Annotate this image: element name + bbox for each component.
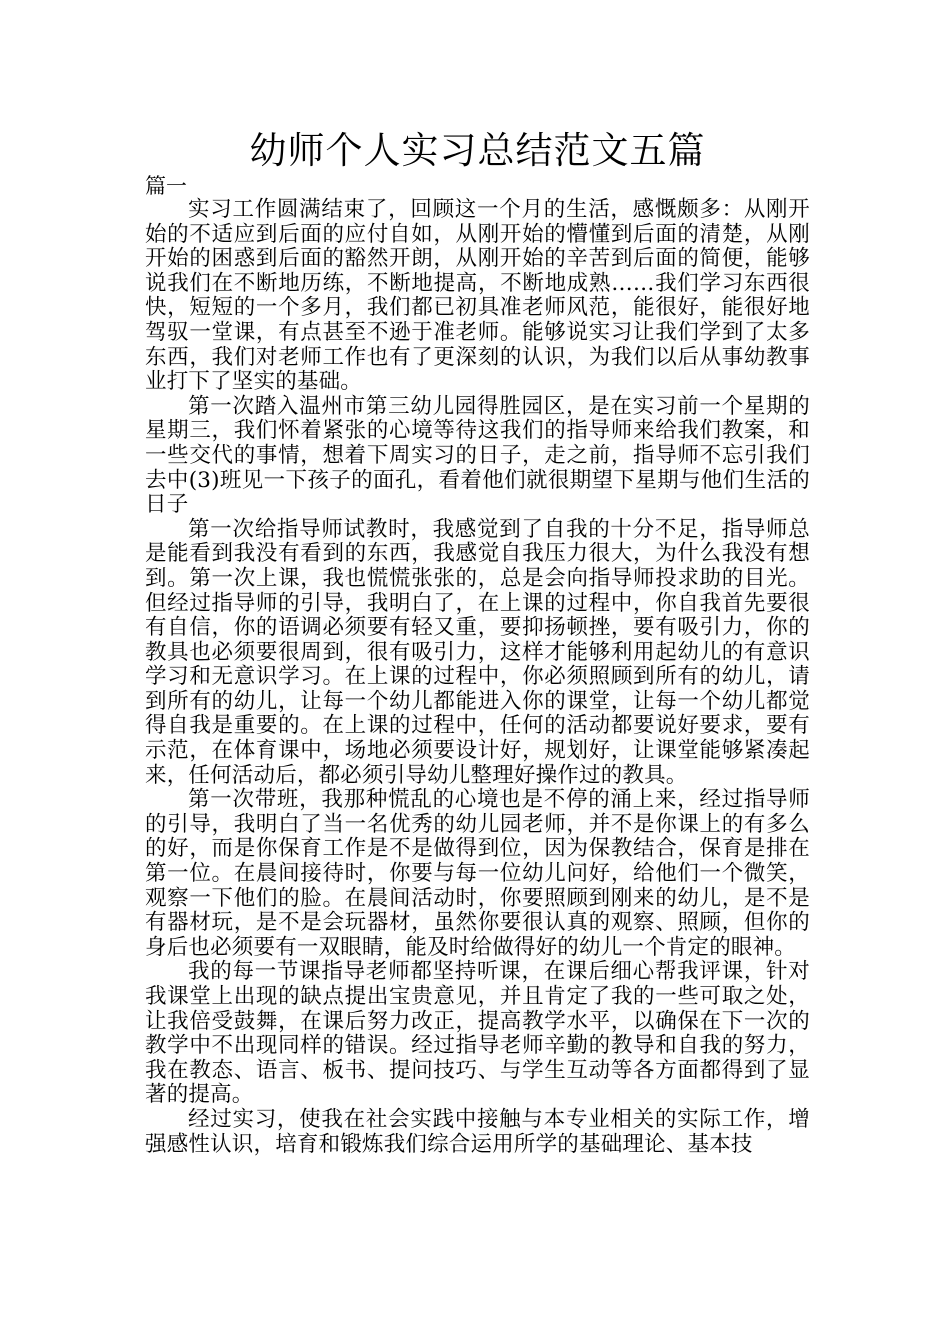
document-title: 幼师个人实习总结范文五篇: [249, 129, 706, 172]
section-label: 篇一: [145, 174, 187, 198]
paragraph-5: 我的每一节课指导老师都坚持听课，在课后细心帮我评课，针对我课堂上出现的缺点提出宝贵意见，并且肯定了我的一些可取之处，让我倍受鼓舞，在课后努力改正，提高教学水平，以确保在下一次的教学中不出现同样的错误。经过指导老师辛勤的教导和自我的努力，我在教态、语言、板书、提问技巧、与学生互动等各方面都得到了显著的提高。: [145, 959, 810, 1108]
document-page: [145, 128, 810, 1157]
paragraph-4: 第一次带班，我那种慌乱的心境也是不停的涌上来，经过指导师的引导，我明白了当一名优秀的幼儿园老师，并不是你课上的有多么的好，而是你保育工作是不是做得到位，因为保教结合，保育是排在第一位。在晨间接待时，你要与每一位幼儿问好，给他们一个微笑，观察一下他们的脸。在晨间活动时，你要照顾到刚来的幼儿，是不是有器材玩，是不是会玩器材，虽然你要很认真的观察、照顾，但你的身后也必须要有一双眼睛，能及时给做得好的幼儿一个肯定的眼神。: [145, 787, 810, 960]
paragraph-3: 第一次给指导师试教时，我感觉到了自我的十分不足，指导师总是能看到我没有看到的东西，我感觉自我压力很大，为什么我没有想到。第一次上课，我也慌慌张张的，总是会向指导师投求助的目光。但经过指导师的引导，我明白了，在上课的过程中，你自我首先要很有自信，你的语调必须要有轻又重，要抑扬顿挫，要有吸引力，你的教具也必须要很周到，很有吸引力，这样才能够利用起幼儿的有意识学习和无意识学习。在上课的过程中，你必须照顾到所有的幼儿，请到所有的幼儿，让每一个幼儿都能进入你的课堂，让每一个幼儿都觉得自我是重要的。在上课的过程中，任何的活动都要说好要求，要有示范，在体育课中，场地必须要设计好，规划好，让课堂能够紧凑起来，任何活动后，都必须引导幼儿整理好操作过的教具。: [145, 516, 810, 788]
paragraph-2: 第一次踏入温州市第三幼儿园得胜园区，是在实习前一个星期的星期三，我们怀着紧张的心境等待这我们的指导师来给我们教案，和一些交代的事情，想着下周实习的日子，走之前，指导师不忘引我们去中(3)班见一下孩子的面孔，看着他们就很期望下星期与他们生活的日子: [145, 393, 810, 518]
paragraph-6: 经过实习，使我在社会实践中接触与本专业相关的实际工作，增强感性认识，培育和锻炼我们综合运用所学的基础理论、基本技: [145, 1106, 810, 1157]
paragraph-1: 实习工作圆满结束了，回顾这一个月的生活，感慨颇多：从刚开始的不适应到后面的应付自如，从刚开始的懵懂到后面的清楚，从刚开始的困惑到后面的豁然开朗，从刚开始的辛苦到后面的简便，能够说我们在不断地历练，不断地提高，不断地成熟……我们学习东西很快，短短的一个多月，我们都已初具准老师风范，能很好，能很好地驾驭一堂课，有点甚至不逊于准老师。能够说实习让我们学到了太多东西，我们对老师工作也有了更深刻的认识，为我们以后从事幼教事业打下了坚实的基础。: [145, 197, 810, 395]
